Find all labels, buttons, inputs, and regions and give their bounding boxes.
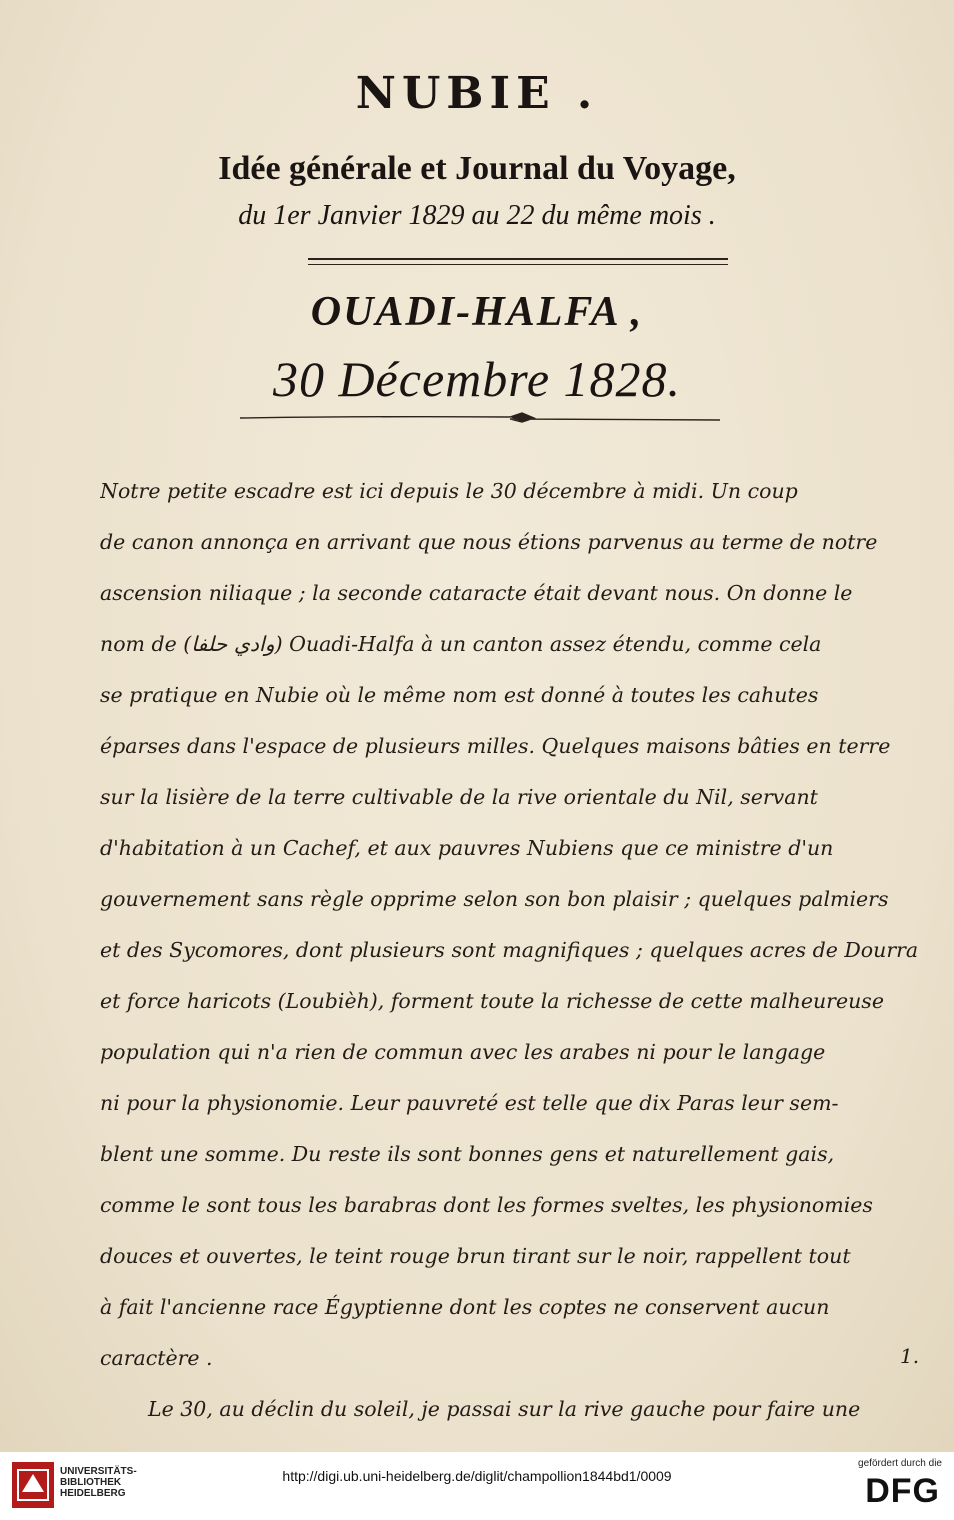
dfg-logo: DFG [865, 1472, 940, 1510]
text-line: caractère . [100, 1346, 213, 1370]
text-line: sur la lisière de la terre cultivable de la rive orientale du Nil, servant [100, 785, 818, 809]
digitization-footer [0, 1452, 954, 1520]
entry-date: 30 Décembre 1828. [272, 351, 682, 407]
permalink-url[interactable]: http://digi.ub.uni-heidelberg.de/diglit/champollion1844bd1/0009 [282, 1468, 672, 1484]
page-title: NUBIE . [355, 68, 599, 119]
folio-number: 1. [900, 1344, 920, 1368]
text-line: de canon annonça en arrivant que nous étions parvenus au terme de notre [100, 530, 878, 554]
double-rule-bottom [308, 264, 728, 265]
text-line: Notre petite escadre est ici depuis le 30 décembre à midi. Un coup [100, 479, 798, 503]
ornamental-rule [240, 408, 720, 428]
library-line: UNIVERSITÄTS- [60, 1466, 137, 1477]
library-line: HEIDELBERG [60, 1488, 126, 1499]
page-subtitle: Idée générale et Journal du Voyage, [218, 150, 736, 187]
text-line: Le 30, au déclin du soleil, je passai sur la rive gauche pour faire une [148, 1397, 861, 1421]
entry-place: OUADI-HALFA , [310, 289, 644, 335]
funder-label: gefördert durch die [858, 1458, 942, 1469]
text-line: éparses dans l'espace de plusieurs milles. Quelques maisons bâties en terre [100, 734, 891, 758]
library-line: BIBLIOTHEK [60, 1477, 122, 1488]
text-line: ni pour la physionomie. Leur pauvreté est telle que dix Paras leur sem- [100, 1091, 839, 1115]
text-line: et force haricots (Loubièh), forment toute la richesse de cette malheureuse [100, 989, 884, 1013]
text-line: population qui n'a rien de commun avec les arabes ni pour le langage [100, 1040, 826, 1064]
text-line: comme le sont tous les barabras dont les formes sveltes, les physionomies [100, 1193, 873, 1217]
text-line: gouvernement sans règle opprime selon son bon plaisir ; quelques palmiers [100, 887, 889, 911]
text-line: et des Sycomores, dont plusieurs sont magnifiques ; quelques acres de Dourra [100, 938, 919, 962]
journal-text [100, 466, 940, 1435]
journal-dates: du 1er Janvier 1829 au 22 du même mois . [238, 200, 716, 231]
double-rule-top [308, 258, 728, 260]
text-line: à fait l'ancienne race Égyptienne dont les coptes ne conservent aucun [100, 1295, 830, 1319]
text-line: douces et ouvertes, le teint rouge brun tirant sur le noir, rappellent tout [100, 1244, 851, 1268]
text-line: nom de (ﻭﺍﺩﻱ ﺣﻠﻔﺎ) Ouadi-Halfa à un canton assez étendu, comme cela [100, 632, 822, 656]
text-line: se pratique en Nubie où le même nom est donné à toutes les cahutes [100, 683, 819, 707]
text-line: blent une somme. Du reste ils sont bonnes gens et naturellement gais, [100, 1142, 835, 1166]
text-line: d'habitation à un Cachef, et aux pauvres Nubiens que ce ministre d'un [100, 836, 834, 860]
text-line: ascension niliaque ; la seconde cataracte était devant nous. On donne le [100, 581, 853, 605]
